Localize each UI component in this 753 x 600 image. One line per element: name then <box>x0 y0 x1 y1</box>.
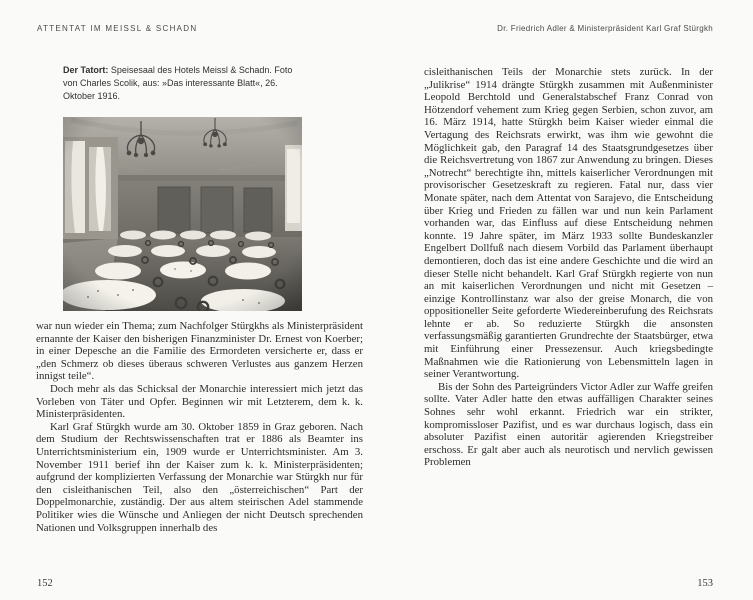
photo-caption-lead: Der Tatort: <box>63 65 109 75</box>
running-header-right: Dr. Friedrich Adler & Ministerpräsident Karl Graf Stürgkh <box>497 24 713 33</box>
body-text-right <box>424 66 713 469</box>
crime-scene-photo <box>63 117 302 311</box>
speisesaal-photo-illustration <box>63 117 302 311</box>
body-text-left <box>36 320 363 534</box>
photo-caption-text: Speisesaal des Hotels Meissl & Schadn. Foto von Charles Scolik, aus: »Das interessante Blatt«, 26. Oktober 1916. <box>63 65 293 101</box>
page-number-left: 152 <box>37 578 53 589</box>
paragraph: cisleithanischen Teils der Monarchie stets zurück. In der „Julikrise“ 1914 drängte Stürgkh zusammen mit Außenminister Leopold Berchtold und Generalstabschef Franz Conrad von Hötzendorf vehement zum Krieg gegen Serbien, schon zuvor, am 16. März 1914, hatte Stürgkh beim Kaiser wieder einmal die Vertagung des Reichsrats erwirkt, was ihm wie gewohnt die Möglichkeit gab, den Paragraf 14 des Staatsgrundgesetzes über die Reichsvertretung von 1867 zur Anwendung zu bringen. Dieses „Notrecht“ berechtigte ihn, mittels kaiserlicher Verordnungen mit provisorischer Gesetzeskraft zu regieren. Fatal nur, dass vier Monate später, nach dem Attentat von Sarajevo, die Entscheidung über Krieg und Frieden zu fällen war und nun kein Parlament vorhanden war, das Einfluss auf diese Entscheidung nehmen konnte. 19 Jahre später, im März 1933 sollte Bundeskanzler Engelbert Dollfuß nach diesem Vorbild das Parlament überhaupt demontieren, doch das ist eine andere Geschichte und die wird an dieser Stelle nicht behandelt. Karl Graf Stürgkh regierte von nun an mit kaiserlichen Verordnungen und nicht mit Gesetzen – einzige Kontrollinstanz war also der greise Monarch, die von oppositioneller Seite geforderte Wiedereinberufung des Reichsrats lehnte er ab. So reduzierte Stürgkh die ansonsten verfassungsmäßig garantierten Grundrechte der Staatsbürger, etwa mit Einführung einer Pressezensur. Auch kriegsbedingte Maßnahmen wie die Rationierung von Lebensmitteln lagen in seiner Verantwortung. <box>424 66 713 381</box>
paragraph: Doch mehr als das Schicksal der Monarchie interessiert mich jetzt das Vorleben von Täter und Opfer. Beginnen wir mit Letzterem, dem k. k. Ministerpräsidenten. <box>36 382 363 421</box>
page-number-right: 153 <box>697 578 713 589</box>
paragraph: Karl Graf Stürgkh wurde am 30. Oktober 1859 in Graz geboren. Nach dem Studium der Rechtswissenschaften trat er 1886 als Beamter ins Unterrichtsministerium ein, 1909 wurde er Unterrichtsminister. Am 3. November 1911 berief ihn der Kaiser zum k. k. Ministerpräsidenten; aufgrund der komplizierten Verfassung der Monarchie war Stürgkh nur für den cisleithanischen Teil, also den „österreichischen“ Part der Doppelmonarchie, zuständig. Der aus altem steirischen Adel stammende Politiker wies die Wünsche und Anliegen der nicht Deutsch sprechenden Nationen und Volksgruppen innerhalb des <box>36 420 363 534</box>
paragraph: war nun wieder ein Thema; zum Nachfolger Stürgkhs als Ministerpräsident ernannte der Kaiser den bisherigen Finanzminister Dr. Ernest von Koerber; in einer Depesche an die Familie des Ermordeten versicherte er, dass er „den Schmerz ob dieses überaus schweren Verlustes aus ganzem Herzen innigst teile“. <box>36 320 363 383</box>
running-header-left: ATTENTAT IM MEISSL & SCHADN <box>37 24 198 33</box>
paragraph: Bis der Sohn des Parteigründers Victor Adler zur Waffe greifen sollte. Vater Adler hatte den etwas auffälligen Charakter seines Sohnes sehr wohl erkannt. Friedrich war ein strikter, kompromissloser Pazifist, und es war durchaus logisch, dass ein absoluter Pazifist einen autoritär agierenden Kriegstreiber erschoss. Er galt aber auch als neurotisch und nervlich gewissen Problemen <box>424 380 713 469</box>
photo-caption <box>63 64 305 103</box>
